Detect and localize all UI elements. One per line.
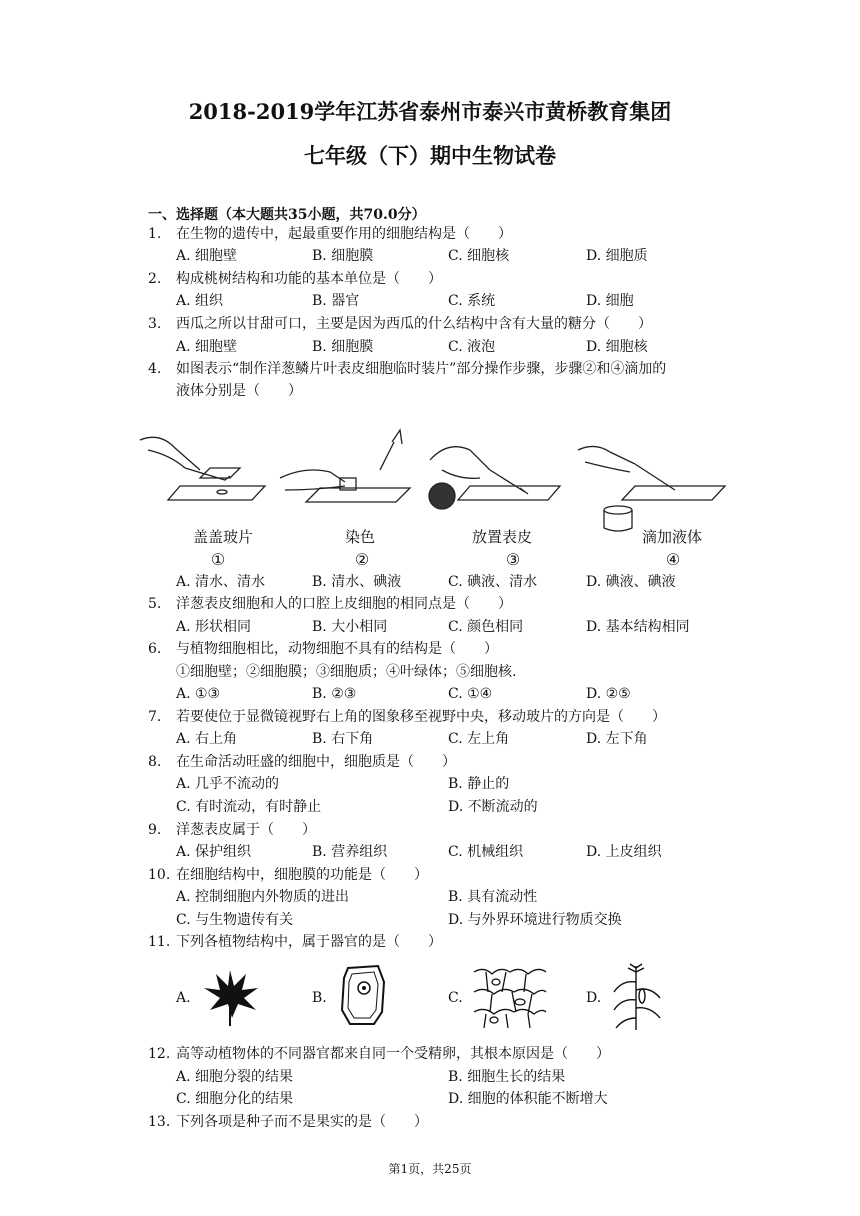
- question-10: 10. 在细胞结构中，细胞膜的功能是（ ）: [148, 867, 428, 883]
- option-d[interactable]: D. 上皮组织: [586, 844, 662, 860]
- option-a[interactable]: A. 组织: [176, 293, 224, 309]
- option-c[interactable]: C. 左上角: [448, 731, 510, 747]
- option-c[interactable]: C. 系统: [448, 293, 496, 309]
- step1-number: ①: [210, 550, 226, 569]
- option-d[interactable]: D. 与外界环境进行物质交换: [448, 912, 622, 928]
- exam-title-line2: 七年级（下）期中生物试卷: [304, 143, 556, 168]
- step2-caption: 染色: [344, 528, 375, 546]
- step3-illustration: [429, 447, 560, 509]
- option-a[interactable]: A. 保护组织: [176, 844, 252, 860]
- question-7: 7. 若要使位于显微镜视野右上角的图象移至视野中央，移动玻片的方向是（ ）: [148, 709, 666, 725]
- step1-illustration: [140, 437, 265, 500]
- option-b[interactable]: B. 具有流动性: [448, 889, 538, 905]
- question-4-line2: 液体分别是（ ）: [176, 383, 302, 399]
- option-a[interactable]: A. 形状相同: [176, 619, 252, 635]
- option-a[interactable]: A. ①③: [176, 686, 221, 702]
- step4-caption: 滴加液体: [641, 528, 702, 546]
- question-4: 4. 如图表示“制作洋葱鳞片叶表皮细胞临时装片”部分操作步骤，步骤②和④滴加的: [148, 361, 667, 377]
- option-a[interactable]: A. 几乎不流动的: [176, 776, 280, 792]
- option-a[interactable]: A.: [176, 990, 191, 1006]
- leaf-icon: [200, 966, 260, 1028]
- question-9: 9. 洋葱表皮属于（ ）: [148, 822, 316, 838]
- question-6: 6. 与植物细胞相比，动物细胞不具有的结构是（ ）: [148, 641, 498, 657]
- step3-caption: 放置表皮: [471, 528, 532, 546]
- option-c[interactable]: C. 有时流动，有时静止: [176, 799, 322, 815]
- option-d[interactable]: D. 不断流动的: [448, 799, 538, 815]
- option-d[interactable]: D.: [586, 990, 602, 1006]
- option-d[interactable]: D. 细胞核: [586, 339, 648, 355]
- option-d[interactable]: D. 细胞质: [586, 248, 648, 264]
- option-c[interactable]: C. 液泡: [448, 339, 496, 355]
- option-b[interactable]: B. 细胞膜: [312, 248, 374, 264]
- option-d[interactable]: D. 细胞的体积能不断增大: [448, 1091, 608, 1107]
- question-1: 1. 在生物的遗传中，起最重要作用的细胞结构是（ ）: [148, 226, 512, 242]
- option-c[interactable]: C. 机械组织: [448, 844, 524, 860]
- option-c[interactable]: C. 碘液、清水: [448, 574, 538, 590]
- question-5: 5. 洋葱表皮细胞和人的口腔上皮细胞的相同点是（ ）: [148, 596, 512, 612]
- question-3: 3. 西瓜之所以甘甜可口，主要是因为西瓜的什么结构中含有大量的糖分（ ）: [148, 316, 652, 332]
- option-b[interactable]: B. 右下角: [312, 731, 374, 747]
- option-d[interactable]: D. ②⑤: [586, 686, 631, 702]
- option-b[interactable]: B. 静止的: [448, 776, 510, 792]
- option-c[interactable]: C. 细胞分化的结果: [176, 1091, 294, 1107]
- option-c[interactable]: C. 细胞核: [448, 248, 510, 264]
- option-d[interactable]: D. 左下角: [586, 731, 648, 747]
- option-d[interactable]: D. 基本结构相同: [586, 619, 690, 635]
- question-13: 13. 下列各项是种子而不是果实的是（ ）: [148, 1114, 428, 1130]
- option-b[interactable]: B. 营养组织: [312, 844, 388, 860]
- option-b[interactable]: B. ②③: [312, 686, 357, 702]
- section-heading: 一、选择题（本大题共35小题，共70.0分）: [148, 207, 426, 223]
- option-a[interactable]: A. 细胞壁: [176, 248, 238, 264]
- question-8: 8. 在生命活动旺盛的细胞中，细胞质是（ ）: [148, 754, 456, 770]
- step2-number: ②: [354, 550, 370, 569]
- option-b[interactable]: B. 细胞生长的结果: [448, 1069, 566, 1085]
- step1-caption: 盖盖玻片: [192, 528, 253, 546]
- option-b[interactable]: B. 器官: [312, 293, 360, 309]
- question-11: 11. 下列各植物结构中，属于器官的是（ ）: [148, 934, 442, 950]
- option-c[interactable]: C. 颜色相同: [448, 619, 524, 635]
- option-b[interactable]: B. 大小相同: [312, 619, 388, 635]
- question-12: 12. 高等动植物体的不同器官都来自同一个受精卵，其根本原因是（ ）: [148, 1046, 610, 1062]
- step4-number: ④: [665, 550, 681, 569]
- option-d[interactable]: D. 细胞: [586, 293, 634, 309]
- option-a[interactable]: A. 清水、清水: [176, 574, 266, 590]
- option-a[interactable]: A. 右上角: [176, 731, 238, 747]
- step4-illustration: [578, 446, 725, 531]
- option-b[interactable]: B. 细胞膜: [312, 339, 374, 355]
- cell-icon: [338, 962, 388, 1028]
- exam-title-line1: 2018-2019学年江苏省泰州市泰兴市黄桥教育集团: [188, 99, 672, 124]
- step3-number: ③: [505, 550, 521, 569]
- tissue-icon: [472, 962, 548, 1030]
- option-a[interactable]: A. 细胞分裂的结果: [176, 1069, 294, 1085]
- option-a[interactable]: A. 细胞壁: [176, 339, 238, 355]
- option-c[interactable]: C. ①④: [448, 686, 493, 702]
- option-d[interactable]: D. 碘液、碘液: [586, 574, 676, 590]
- page-footer: 第1页，共25页: [388, 1162, 472, 1176]
- option-b[interactable]: B. 清水、碘液: [312, 574, 402, 590]
- question-6-list: ①细胞壁；②细胞膜；③细胞质；④叶绿体；⑤细胞核.: [176, 664, 517, 680]
- step2-illustration: [280, 430, 410, 502]
- slide-preparation-figure: [130, 420, 730, 570]
- option-c[interactable]: C.: [448, 990, 463, 1006]
- option-c[interactable]: C. 与生物遗传有关: [176, 912, 294, 928]
- option-b[interactable]: B.: [312, 990, 327, 1006]
- question-2: 2. 构成桃树结构和功能的基本单位是（ ）: [148, 271, 442, 287]
- corn-plant-icon: [610, 962, 662, 1032]
- option-a[interactable]: A. 控制细胞内外物质的进出: [176, 889, 350, 905]
